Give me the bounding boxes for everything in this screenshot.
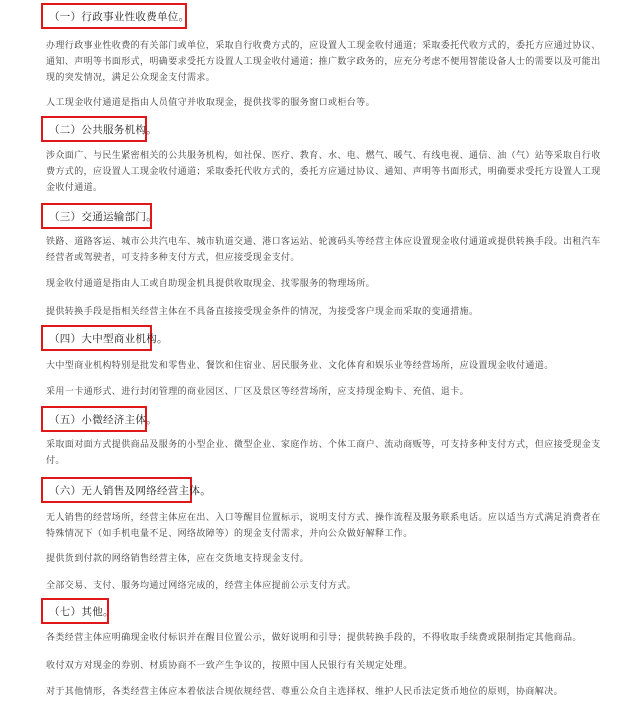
section-1-paragraph-1: 办理行政事业性收费的有关部门或单位，采取自行收费方式的，应设置人工现金收付通道；采取委托代收方式的，委托方应通过协议、通知、声明等书面形式，明确要求受托方设置人工现金收付通道；推广数字政务的，应充分考虑不便用智能设备人士的需要以及可能出现的突发情况，满足公众现金支付需求。 bbox=[46, 41, 601, 83]
section-heading-5-label: （五）小微经济主体。 bbox=[49, 413, 157, 426]
section-heading-3 bbox=[41, 203, 157, 229]
section-3-paragraph-3: 提供转换手段是指相关经营主体在不具备直接接受现金条件的情况，为接受客户现金而采取的变通措施。 bbox=[46, 307, 479, 317]
section-heading-1-label: （一）行政事业性收费单位。 bbox=[49, 10, 190, 23]
section-heading-4-label: （四）大中型商业机构。 bbox=[49, 332, 168, 345]
section-3-paragraph-1: 铁路、道路客运、城市公共汽电车、城市轨道交通、港口客运站、轮渡码头等经营主体应设置现金收付通道或提供转换手段。出租汽车经营者或驾驶者，可支持多种支付方式，但应接受现金支付。 bbox=[46, 237, 601, 263]
section-heading-3-label: （三）交通运输部门。 bbox=[49, 210, 157, 223]
section-5-paragraph-1: 采取面对面方式提供商品及服务的小型企业、微型企业、家庭作坊、个体工商户、流动商贩等，可支持多种支付方式，但应接受现金支付。 bbox=[46, 440, 601, 466]
section-4-paragraph-1: 大中型商业机构特别是批发和零售业、餐饮和住宿业、居民服务业、文化体育和娱乐业等经营场所，应设置现金收付通道。 bbox=[46, 361, 554, 371]
section-6-paragraph-2: 提供货到付款的网络销售经营主体，应在交货地支持现金支付。 bbox=[46, 554, 310, 564]
section-heading-4 bbox=[41, 325, 168, 351]
section-heading-2-label: （二）公共服务机构。 bbox=[49, 123, 157, 136]
section-4-paragraph-2: 采用一卡通形式、进行封闭管理的商业园区、厂区及景区等经营场所，应支持现金购卡、充值、退卡。 bbox=[46, 387, 470, 397]
section-1-paragraph-2: 人工现金收付通道是指由人员值守并收取现金，提供找零的服务窗口或柜台等。 bbox=[46, 98, 376, 108]
section-7-paragraph-3: 对于其他情形，各类经营主体应本着依法合规依规经营、尊重公众自主选择权、维护人民币法定货币地位的原则，协商解决。 bbox=[46, 687, 564, 697]
section-heading-5 bbox=[41, 406, 157, 432]
section-heading-7-label: （七）其他。 bbox=[49, 605, 114, 618]
section-heading-6-label: （六）无人销售及网络经营主体。 bbox=[49, 484, 211, 497]
section-heading-1 bbox=[41, 3, 190, 29]
section-heading-6 bbox=[41, 477, 211, 503]
section-7-paragraph-1: 各类经营主体应明确现金收付标识并在醒目位置公示，做好说明和引导；提供转换手段的，不得收取手续费或限制指定其他商品。 bbox=[46, 633, 582, 643]
section-3-paragraph-2: 现金收付通道是指由人工或自助现金机具提供收取现金、找零服务的物理场所。 bbox=[46, 279, 376, 289]
section-heading-7 bbox=[41, 598, 114, 624]
section-7-paragraph-2: 收付双方对现金的券别、材质协商不一致产生争议的，按照中国人民银行有关规定处理。 bbox=[46, 661, 413, 671]
section-heading-2 bbox=[41, 116, 157, 142]
section-6-paragraph-3: 全部交易、支付、服务均通过网络完成的，经营主体应提前公示支付方式。 bbox=[46, 581, 357, 591]
section-6-paragraph-1: 无人销售的经营场所，经营主体应在出、入口等醒目位置标示，说明支付方式、操作流程及服务联系电话。应以适当方式满足消费者在特殊情况下（如手机电量不足、网络故障等）的现金支付需求，并向公众做好解释工作。 bbox=[46, 513, 601, 539]
section-2-paragraph-1: 涉众面广、与民生紧密相关的公共服务机构，如社保、医疗、教育、水、电、燃气、暖气、有线电视、通信、油（气）站等采取自行收费方式的，应设置人工现金收付通道；采取委托代收方式的，委托方应通过协议、通知、声明等书面形式，明确要求受托方设置人工现金收付通道。 bbox=[46, 151, 601, 193]
